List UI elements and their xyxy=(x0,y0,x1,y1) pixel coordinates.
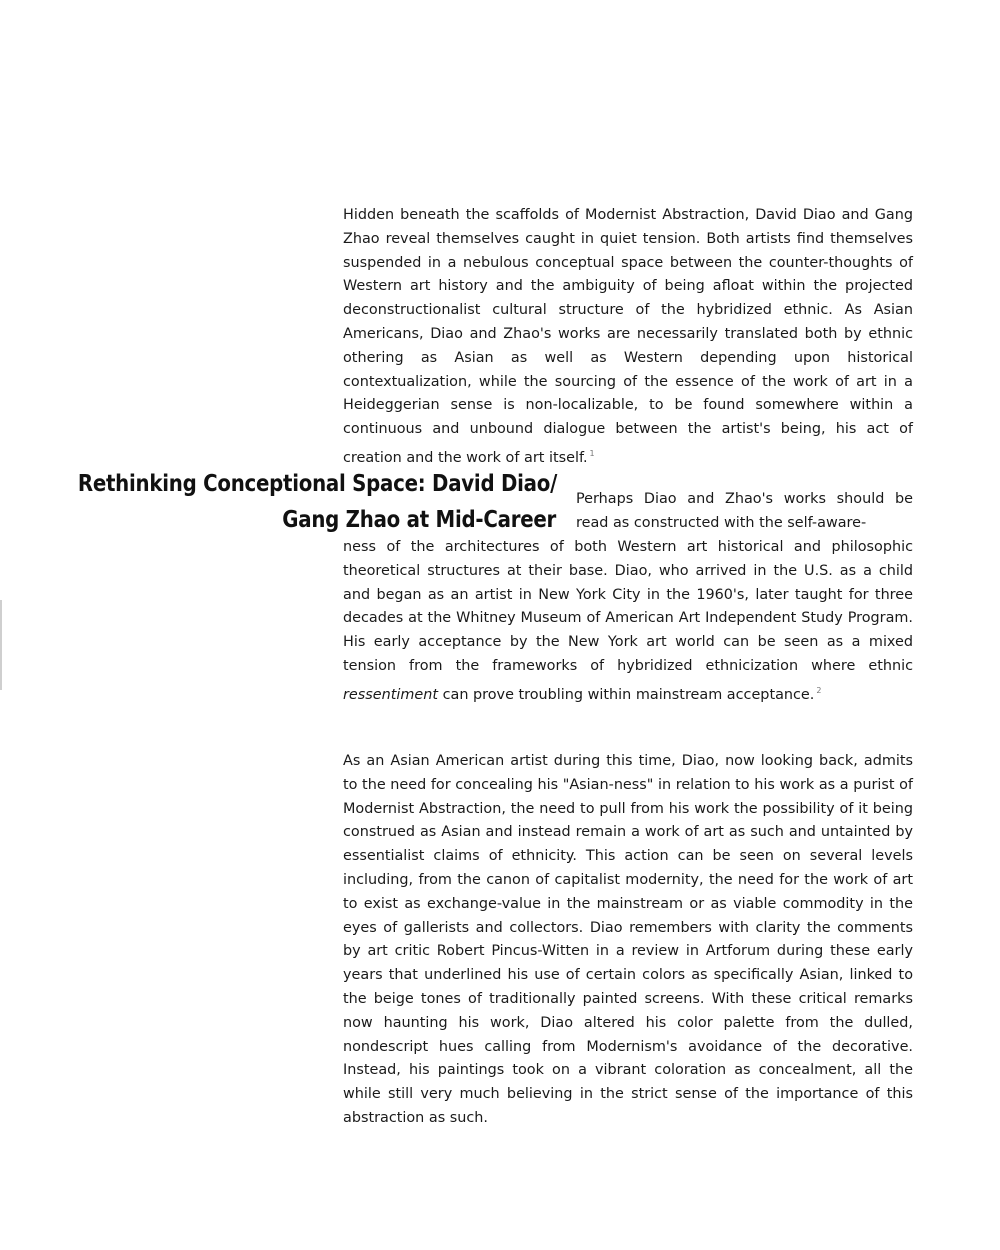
paragraph-2-text-b: can prove troubling within mainstream acceptance. xyxy=(438,686,815,703)
article-title-line-1: Rethinking Conceptional Space: David Diao/ xyxy=(77,471,558,497)
paragraph-1-text: Hidden beneath the scaffolds of Modernist Abstraction, David Diao and Gang Zhao reveal themselves caught in quiet tension. Both artists find themselves suspended in a nebulous conceptual space between the counter-thoughts of Western art history and the ambiguity of being afloat within the projected deconstructionalist cultural structure of the hybridized ethnic. As Asian Americans, Diao and Zhao's works are necessarily translated both by ethnic othering as Asian as well as Western depending upon historical contextualization, while the sourcing of the essence of the work of art in a Heideggerian sense is non-localizable, to be found somewhere within a continuous and unbound dialogue between the artist's being, his act of creation and the work of art itself. xyxy=(343,207,913,466)
footnote-1-marker: 1 xyxy=(589,448,595,458)
footnote-2-marker: 2 xyxy=(816,685,822,695)
paragraph-3-text: As an Asian American artist during this time, Diao, now looking back, admits to the need for concealing his "Asian-ness" in relation to his work as a purist of Modernist Abstraction, the need to pull from his work the possibility of it being construed as Asian and instead remain a work of art as such and untainted by essentialist claims of ethnicity. This action can be seen on several levels including, from the canon of capitalist modernity, the need for the work of art to exist as exchange-value in the mainstream or as viable commodity in the eyes of gallerists and collectors. Diao remembers with clarity the comments by art critic Robert Pincus-Witten in a review in Artforum during these early years that underlined his use of certain colors as specifically Asian, linked to the beige tones of traditionally painted screens. With these critical remarks now haunting his work, Diao altered his color palette from the dulled, nondescript hues calling from Modernism's avoidance of the decorative. Instead, his paintings took on a vibrant coloration as concealment, all the while still very much believing in the strict sense of the importance of this abstraction as such. xyxy=(343,753,913,1126)
paragraph-2 xyxy=(343,536,913,707)
paragraph-2-italic: ressentiment xyxy=(343,686,439,703)
paragraph-2-text-a: ness of the architectures of both Western art historical and philosophic theoretical structures at their base. Diao, who arrived in the U.S. as a child and began as an artist in New York City in the 1960's, later taught for three decades at the Whitney Museum of American Art Independent Study Program. His early acceptance by the New York art world can be seen as a mixed tension from the frameworks of hybridized ethnicization where ethnic xyxy=(343,539,913,674)
paragraph-2-lead: Perhaps Diao and Zhao's works should be read as constructed with the self-aware- xyxy=(576,491,913,531)
paragraph-3 xyxy=(343,750,913,1131)
page-edge-mark xyxy=(0,600,2,690)
article-title-line-2: Gang Zhao at Mid-Career xyxy=(282,507,556,533)
paragraph-1 xyxy=(343,204,913,471)
